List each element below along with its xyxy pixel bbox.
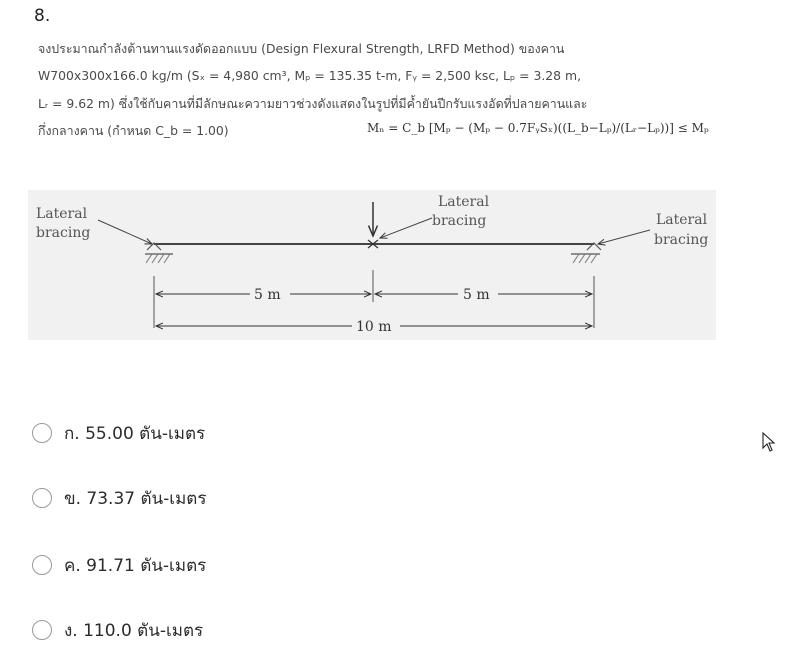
- answer-option-label: ข. 73.37 ตัน-เมตร: [64, 488, 207, 509]
- right-bracing-label-line1: Lateral: [656, 212, 708, 228]
- radio-circle-icon[interactable]: [32, 620, 52, 640]
- mouse-pointer-icon: [762, 432, 776, 456]
- radio-circle-icon[interactable]: [32, 555, 52, 575]
- right-bracing-label-line2: bracing: [654, 232, 709, 248]
- answer-option-b[interactable]: [32, 485, 206, 511]
- right-support-icon: [571, 243, 601, 263]
- question-text-line-3: Lᵣ = 9.62 m) ซึ่งใช้กับคานที่มีลักษณะความยาวช่วงดังแสดงในรูปที่มีค้ำยันปีกรับแรงอัดที่ปลายคานและ: [38, 96, 588, 111]
- right-bracing-pointer: [598, 230, 650, 244]
- left-bracing-label-line2: bracing: [36, 225, 91, 241]
- radio-circle-icon[interactable]: [32, 488, 52, 508]
- mid-bracing-label-line2: bracing: [432, 213, 487, 229]
- mid-bracing-icon: [368, 202, 378, 248]
- left-bracing-label-line1: Lateral: [36, 206, 88, 222]
- left-bracing-pointer: [98, 220, 152, 244]
- dim-right-label: 5 m: [463, 287, 490, 303]
- mid-bracing-label-line1: Lateral: [438, 194, 490, 210]
- dim-total-label: 10 m: [356, 319, 392, 335]
- left-support-icon: [145, 243, 173, 263]
- answer-option-label: ค. 91.71 ตัน-เมตร: [64, 555, 207, 576]
- dim-left-label: 5 m: [254, 287, 281, 303]
- beam-diagram: [28, 190, 716, 340]
- mid-bracing-pointer: [380, 218, 432, 238]
- question-number: 8.: [34, 6, 51, 26]
- design-formula: Mₙ = C_b [Mₚ − (Mₚ − 0.7FᵧSₓ)((L_b−Lₚ)/(Lᵣ−Lₚ))] ≤ Mₚ: [367, 121, 709, 135]
- answer-option-d[interactable]: [32, 617, 203, 643]
- radio-circle-icon[interactable]: [32, 423, 52, 443]
- question-text-line-4: กึ่งกลางคาน (กำหนด C_b = 1.00): [38, 123, 229, 138]
- question-text-line-2: W700x300x166.0 kg/m (Sₓ = 4,980 cm³, Mₚ = 135.35 t-m, Fᵧ = 2,500 ksc, Lₚ = 3.28 m,: [38, 68, 582, 83]
- question-text-line-1: จงประมาณกำลังต้านทานแรงดัดออกแบบ (Design Flexural Strength, LRFD Method) ของคาน: [38, 41, 565, 56]
- answer-option-a[interactable]: [32, 420, 205, 446]
- answer-option-label: ง. 110.0 ตัน-เมตร: [64, 620, 204, 641]
- answer-option-c[interactable]: [32, 552, 206, 578]
- answer-option-label: ก. 55.00 ตัน-เมตร: [64, 423, 206, 444]
